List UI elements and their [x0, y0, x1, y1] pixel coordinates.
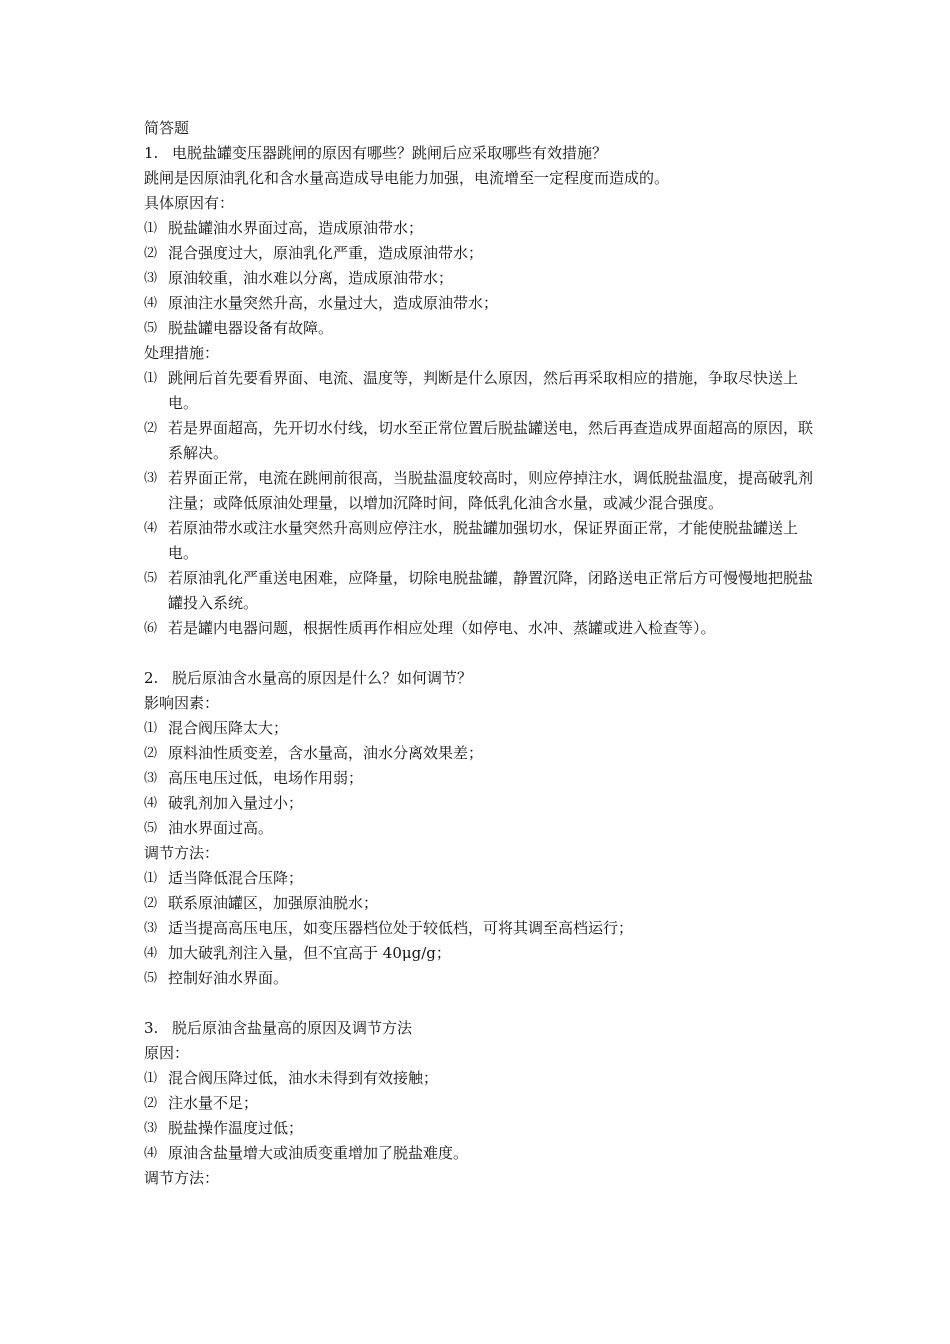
item-text: 适当降低混合压降； — [168, 869, 304, 887]
item-text: 跳闸后首先要看界面、电流、温度等，判断是什么原因，然后再采取相应的措施，争取尽快送上电。 — [168, 369, 799, 412]
list-item — [144, 266, 814, 291]
list-item — [144, 416, 814, 466]
q2-methods-label: 调节方法： — [144, 844, 220, 862]
item-number: ⑴ — [144, 721, 158, 736]
q1-measures-label: 处理措施： — [144, 344, 220, 362]
list-item — [144, 1066, 814, 1091]
list-item — [144, 766, 814, 791]
q3-methods-label: 调节方法： — [144, 1169, 220, 1187]
list-item — [144, 966, 814, 991]
item-text: 高压电压过低，电场作用弱； — [168, 769, 364, 787]
question-number: 1. — [144, 144, 159, 162]
item-number: ⑸ — [144, 971, 158, 986]
item-text: 原油较重，油水难以分离，造成原油带水； — [168, 269, 454, 287]
q1-causes-label: 具体原因有： — [144, 194, 235, 212]
question-number: 2. — [144, 669, 159, 687]
list-item — [144, 366, 814, 416]
list-item — [144, 616, 814, 641]
item-number: ⑶ — [144, 1121, 158, 1136]
item-number: ⑸ — [144, 571, 158, 586]
item-number: ⑴ — [144, 371, 158, 386]
item-text: 若原油乳化严重送电困难，应降量，切除电脱盐罐，静置沉降，闭路送电正常后方可慢慢地把脱盐罐投入系统。 — [168, 569, 814, 612]
item-number: ⑷ — [144, 521, 158, 536]
list-item — [144, 791, 814, 816]
section-title: 简答题 — [144, 119, 190, 137]
item-number: ⑴ — [144, 1071, 158, 1086]
item-number: ⑵ — [144, 1096, 158, 1111]
item-number: ⑴ — [144, 871, 158, 886]
item-number: ⑶ — [144, 771, 158, 786]
item-text: 若原油带水或注水量突然升高则应停注水，脱盐罐加强切水，保证界面正常，才能使脱盐罐送上电。 — [168, 519, 799, 562]
item-text: 油水界面过高。 — [168, 819, 274, 837]
list-item — [144, 241, 814, 266]
item-text: 破乳剂加入量过小； — [168, 794, 304, 812]
item-text: 加大破乳剂注入量，但不宜高于 40μg/g； — [168, 944, 451, 962]
q1-intro: 跳闸是因原油乳化和含水量高造成导电能力加强，电流增至一定程度而造成的。 — [144, 169, 670, 187]
item-text: 脱盐操作温度过低； — [168, 1119, 304, 1137]
question-text: 电脱盐罐变压器跳闸的原因有哪些？跳闸后应采取哪些有效措施？ — [172, 144, 608, 162]
item-number: ⑵ — [144, 421, 158, 436]
item-number: ⑵ — [144, 246, 158, 261]
list-item — [144, 916, 814, 941]
list-item — [144, 816, 814, 841]
list-item — [144, 741, 814, 766]
item-number: ⑶ — [144, 271, 158, 286]
item-number: ⑷ — [144, 796, 158, 811]
question-number: 3. — [144, 1019, 159, 1037]
item-text: 联系原油罐区，加强原油脱水； — [168, 894, 379, 912]
item-number: ⑹ — [144, 621, 158, 636]
item-number: ⑷ — [144, 296, 158, 311]
question-text: 脱后原油含水量高的原因是什么？如何调节？ — [172, 669, 473, 687]
item-text: 混合阀压降太大； — [168, 719, 289, 737]
item-text: 原油含盐量增大或油质变重增加了脱盐难度。 — [168, 1144, 469, 1162]
item-number: ⑵ — [144, 746, 158, 761]
list-item — [144, 1091, 814, 1116]
list-item — [144, 891, 814, 916]
blank-line — [144, 991, 814, 1016]
question-3-heading — [144, 1016, 814, 1041]
list-item — [144, 516, 814, 566]
item-number: ⑸ — [144, 821, 158, 836]
question-2-heading — [144, 666, 814, 691]
list-item — [144, 566, 814, 616]
item-text: 若是罐内电器问题，根据性质再作相应处理（如停电、水冲、蒸罐或进入检查等）。 — [168, 619, 716, 637]
document-body — [144, 116, 814, 1191]
item-text: 适当提高高压电压，如变压器档位处于较低档，可将其调至高档运行； — [168, 919, 634, 937]
item-number: ⑵ — [144, 896, 158, 911]
item-text: 原料油性质变差，含水量高，油水分离效果差； — [168, 744, 484, 762]
q3-reasons-label: 原因： — [144, 1044, 190, 1062]
list-item — [144, 716, 814, 741]
item-number: ⑶ — [144, 471, 158, 486]
blank-line — [144, 641, 814, 666]
q2-factors-label: 影响因素： — [144, 694, 220, 712]
item-number: ⑴ — [144, 221, 158, 236]
list-item — [144, 1116, 814, 1141]
item-number: ⑶ — [144, 921, 158, 936]
list-item — [144, 1141, 814, 1166]
item-number: ⑷ — [144, 946, 158, 961]
item-text: 注水量不足； — [168, 1094, 259, 1112]
list-item — [144, 291, 814, 316]
question-text: 脱后原油含盐量高的原因及调节方法 — [172, 1019, 413, 1037]
item-number: ⑸ — [144, 321, 158, 336]
item-text: 若是界面超高，先开切水付线，切水至正常位置后脱盐罐送电，然后再查造成界面超高的原因，联系解决。 — [168, 419, 814, 462]
list-item — [144, 216, 814, 241]
item-text: 脱盐罐油水界面过高，造成原油带水； — [168, 219, 424, 237]
item-text: 若界面正常，电流在跳闸前很高，当脱盐温度较高时，则应停掉注水，调低脱盐温度，提高破乳剂注量；或降低原油处理量，以增加沉降时间，降低乳化油含水量，或减少混合强度。 — [168, 469, 814, 512]
list-item — [144, 466, 814, 516]
list-item — [144, 866, 814, 891]
list-item — [144, 941, 814, 966]
item-text: 原油注水量突然升高，水量过大，造成原油带水； — [168, 294, 499, 312]
item-text: 控制好油水界面。 — [168, 969, 289, 987]
item-text: 混合强度过大，原油乳化严重，造成原油带水； — [168, 244, 484, 262]
question-1-heading — [144, 141, 814, 166]
item-text: 混合阀压降过低，油水未得到有效接触； — [168, 1069, 439, 1087]
item-number: ⑷ — [144, 1146, 158, 1161]
list-item — [144, 316, 814, 341]
item-text: 脱盐罐电器设备有故障。 — [168, 319, 334, 337]
